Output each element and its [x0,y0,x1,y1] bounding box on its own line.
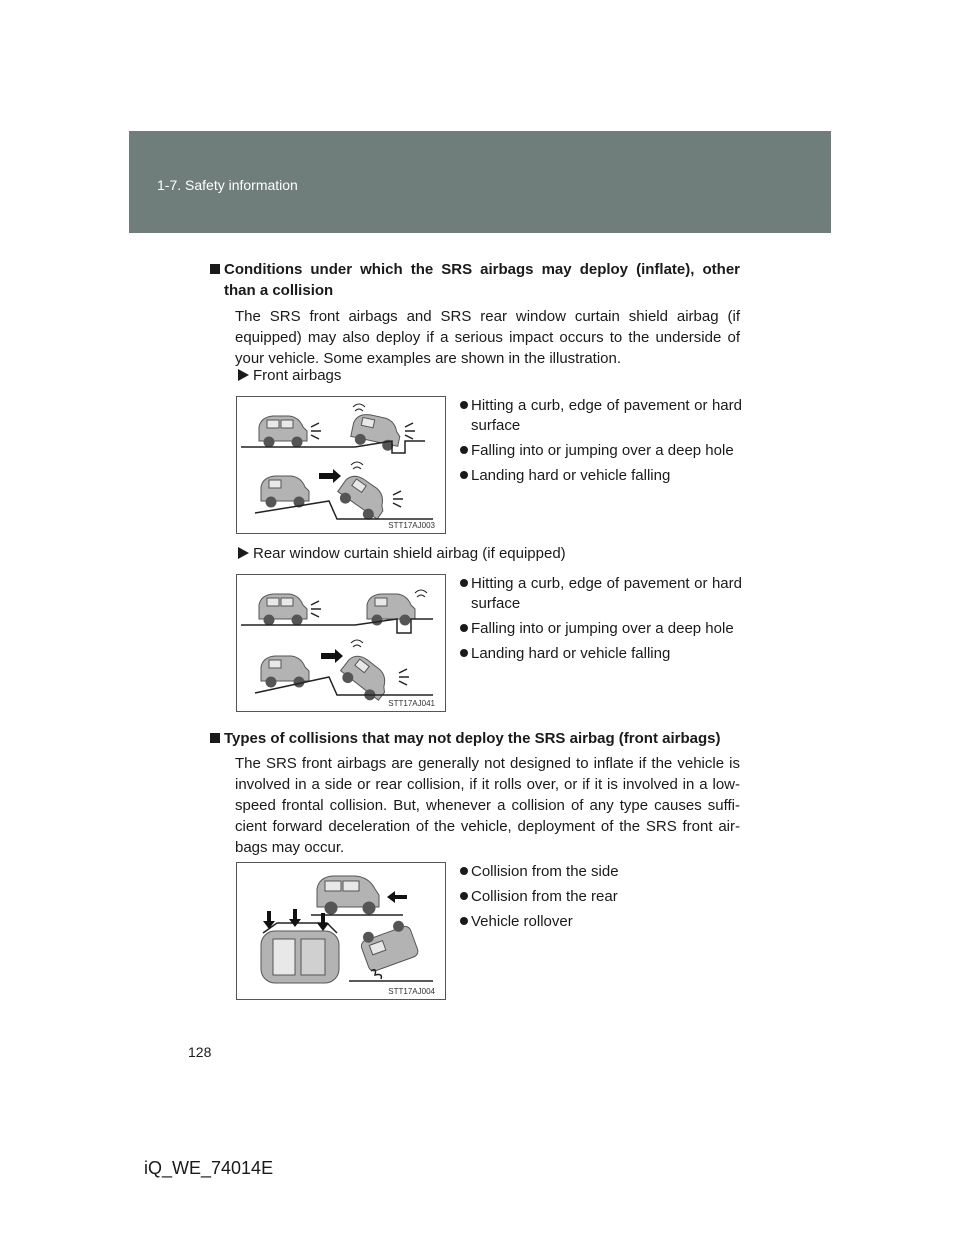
list-item: Vehicle rollover [460,912,742,932]
section1-heading: Conditions under which the SRS airbags may deploy (inflate), other than a collision [224,261,740,299]
figure-code: STT17AJ004 [388,987,435,996]
list-item: Falling into or jumping over a deep hole [460,441,742,461]
page-number: 128 [188,1044,212,1060]
figure-code: STT17AJ041 [388,699,435,708]
section1-body: The SRS front airbags and SRS rear window curtain shield airbag (if equipped) may also deploy if a serious impact occurs to the underside of your vehicle. Some examples are shown in the illustration. [235,308,740,367]
list-item: Collision from the rear [460,887,742,907]
figure-code: STT17AJ003 [388,521,435,530]
front-airbags-label: Front airbags [253,367,342,384]
triangle-bullet-icon [238,547,249,559]
rear-curtain-illustration [236,574,446,712]
rear-curtain-label: Rear window curtain shield airbag (if equipped) [253,545,566,562]
triangle-bullet-icon [238,369,249,381]
front-airbags-illustration [236,396,446,534]
front-airbags-diagram [237,397,445,533]
list-item: Landing hard or vehicle falling [460,644,742,664]
list-item: Collision from the side [460,862,742,882]
collision-types-illustration [236,862,446,1000]
rear-curtain-bullet-list [460,574,742,669]
chapter-header [129,131,831,233]
list-item: Hitting a curb, edge of pavement or hard surface [460,574,742,614]
front-airbags-bullet-list [460,396,742,491]
document-id: iQ_WE_74014E [144,1158,274,1178]
front-airbags-subheading [238,366,341,386]
rear-curtain-subheading [238,544,566,564]
rear-curtain-diagram [237,575,445,711]
section2-heading: Types of collisions that may not deploy the SRS airbag (front airbags) [224,728,740,749]
collision-types-diagram [237,863,445,999]
collision-types-bullet-list [460,862,742,937]
list-item: Falling into or jumping over a deep hole [460,619,742,639]
section2-body: The SRS front airbags are generally not designed to inflate if the vehicle is involved in a side or rear collision, if it rolls over, or if it is involved in a low-speed frontal collision. But, whenever a collision of any type causes suffi-cient forward deceleration of the vehicle, deployment of the SRS front air-bags may occur. [235,755,740,856]
list-item: Landing hard or vehicle falling [460,466,742,486]
section-title: 1-7. Safety information [157,177,298,193]
list-item: Hitting a curb, edge of pavement or hard surface [460,396,742,436]
